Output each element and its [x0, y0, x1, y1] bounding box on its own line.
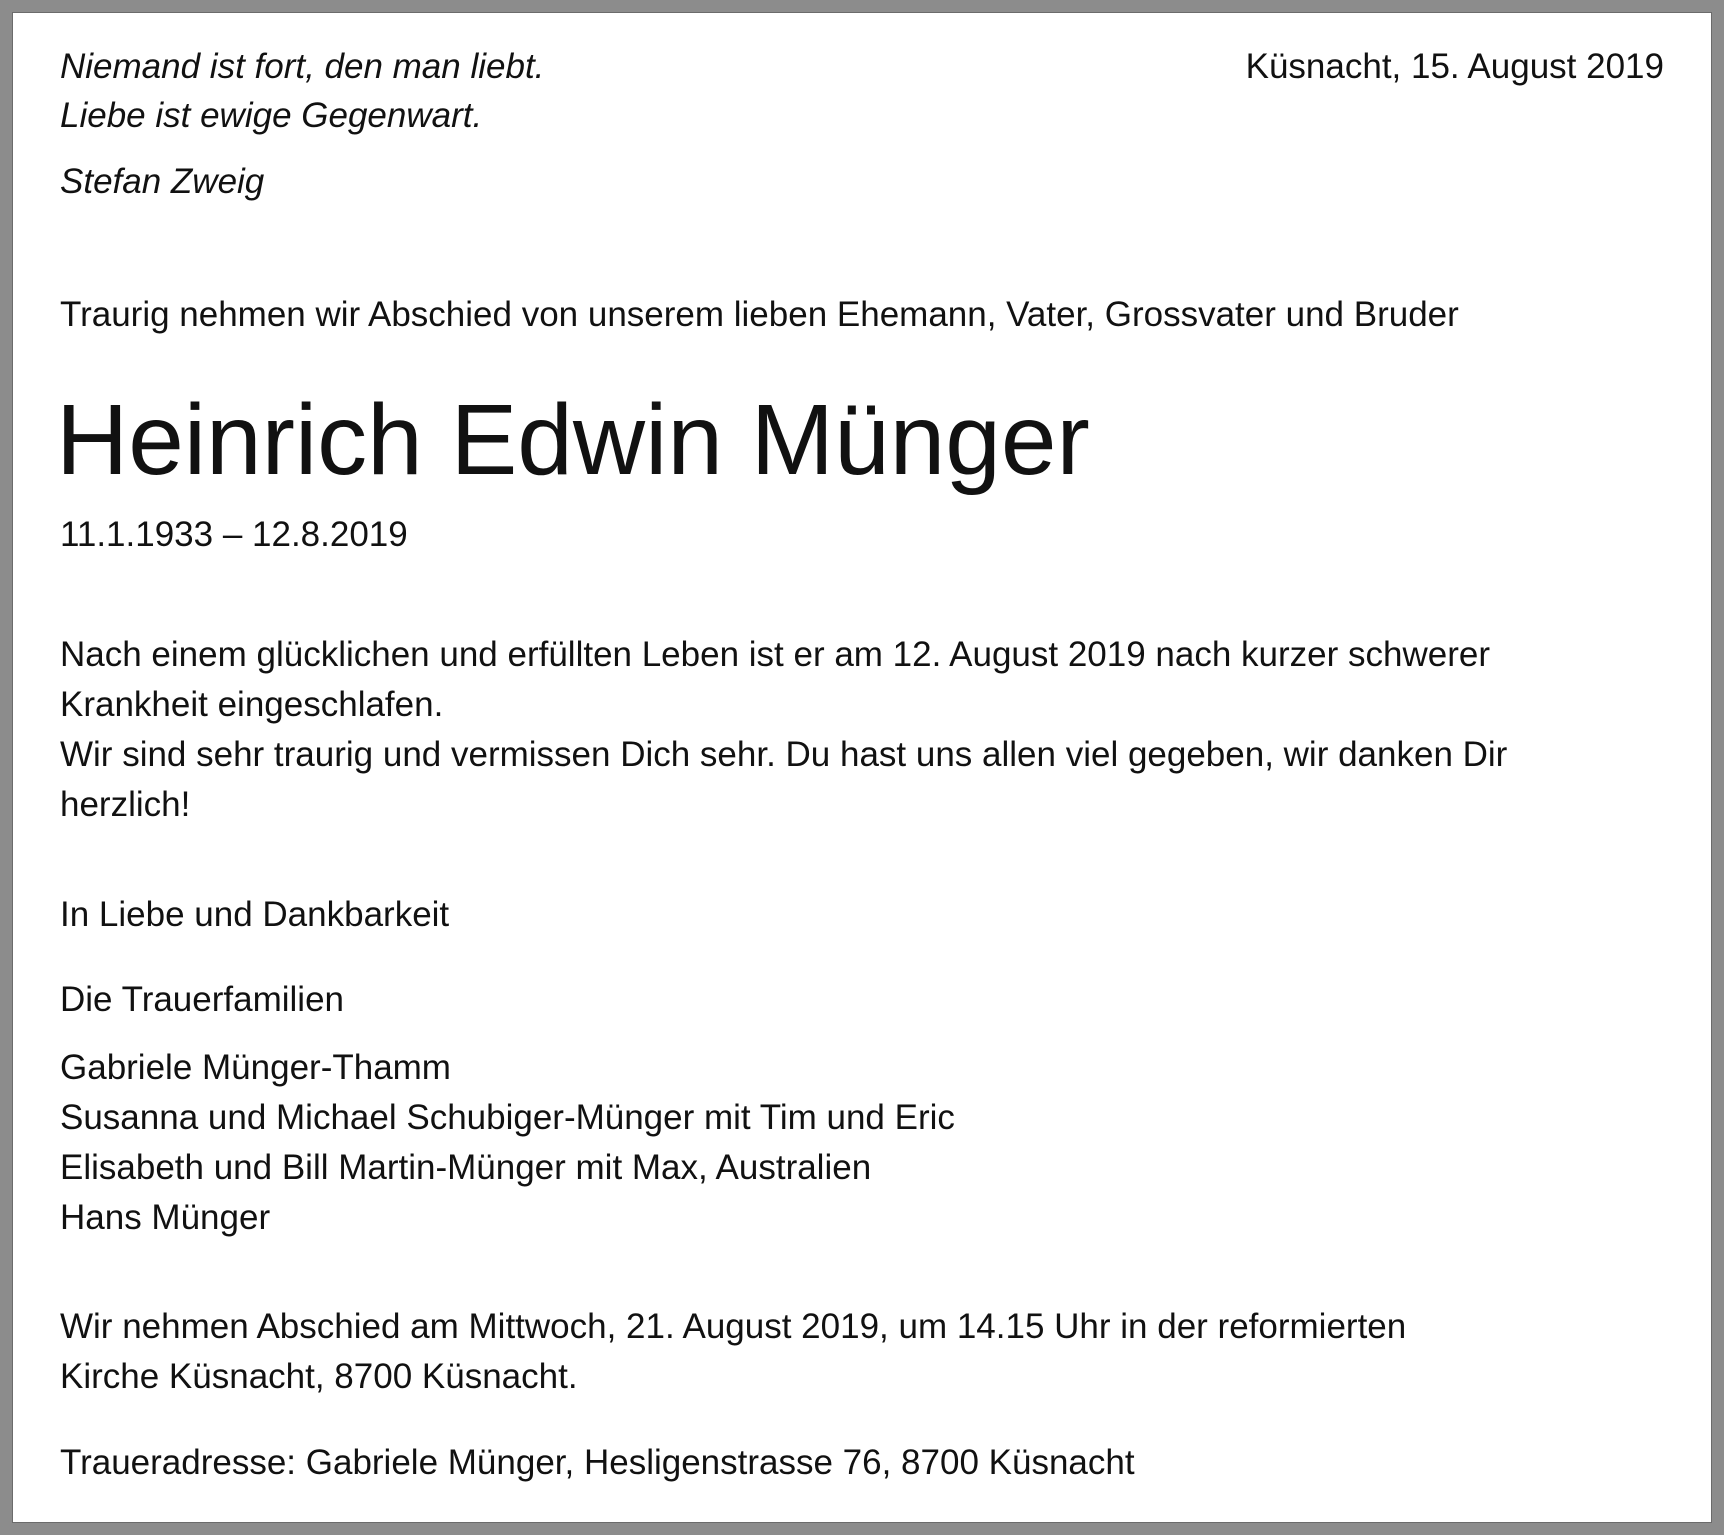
body-line-1: Nach einem glücklichen und erfüllten Leben ist er am 12. August 2019 nach kurzer schwerer	[60, 635, 1490, 674]
families-heading: Die Trauerfamilien	[60, 980, 344, 1019]
life-dates: 11.1.1933 – 12.8.2019	[60, 515, 408, 554]
ceremony-line-1: Wir nehmen Abschied am Mittwoch, 21. August 2019, um 14.15 Uhr in der reformierten	[60, 1307, 1407, 1346]
body-line-3: Wir sind sehr traurig und vermissen Dich sehr. Du hast uns allen viel gegeben, wir danken Dir	[60, 735, 1508, 774]
closing-text: In Liebe und Dankbarkeit	[60, 895, 450, 934]
quote-author: Stefan Zweig	[60, 162, 265, 201]
place-date: Küsnacht, 15. August 2019	[1245, 47, 1664, 86]
ceremony-line-2: Kirche Küsnacht, 8700 Küsnacht.	[60, 1357, 578, 1396]
deceased-name: Heinrich Edwin Münger	[56, 384, 1090, 496]
intro-text: Traurig nehmen wir Abschied von unserem lieben Ehemann, Vater, Grossvater und Bruder	[60, 295, 1459, 334]
family-member: Hans Münger	[60, 1198, 271, 1237]
quote-line-2: Liebe ist ewige Gegenwart.	[60, 96, 483, 135]
quote-line-1: Niemand ist fort, den man liebt.	[60, 47, 545, 86]
family-member: Elisabeth und Bill Martin-Münger mit Max, Australien	[60, 1148, 872, 1187]
body-line-2: Krankheit eingeschlafen.	[60, 685, 444, 724]
body-line-4: herzlich!	[60, 785, 191, 824]
mourning-address: Traueradresse: Gabriele Münger, Hesligenstrasse 76, 8700 Küsnacht	[60, 1443, 1135, 1482]
family-member: Susanna und Michael Schubiger-Münger mit Tim und Eric	[60, 1098, 955, 1137]
family-member: Gabriele Münger-Thamm	[60, 1048, 451, 1087]
